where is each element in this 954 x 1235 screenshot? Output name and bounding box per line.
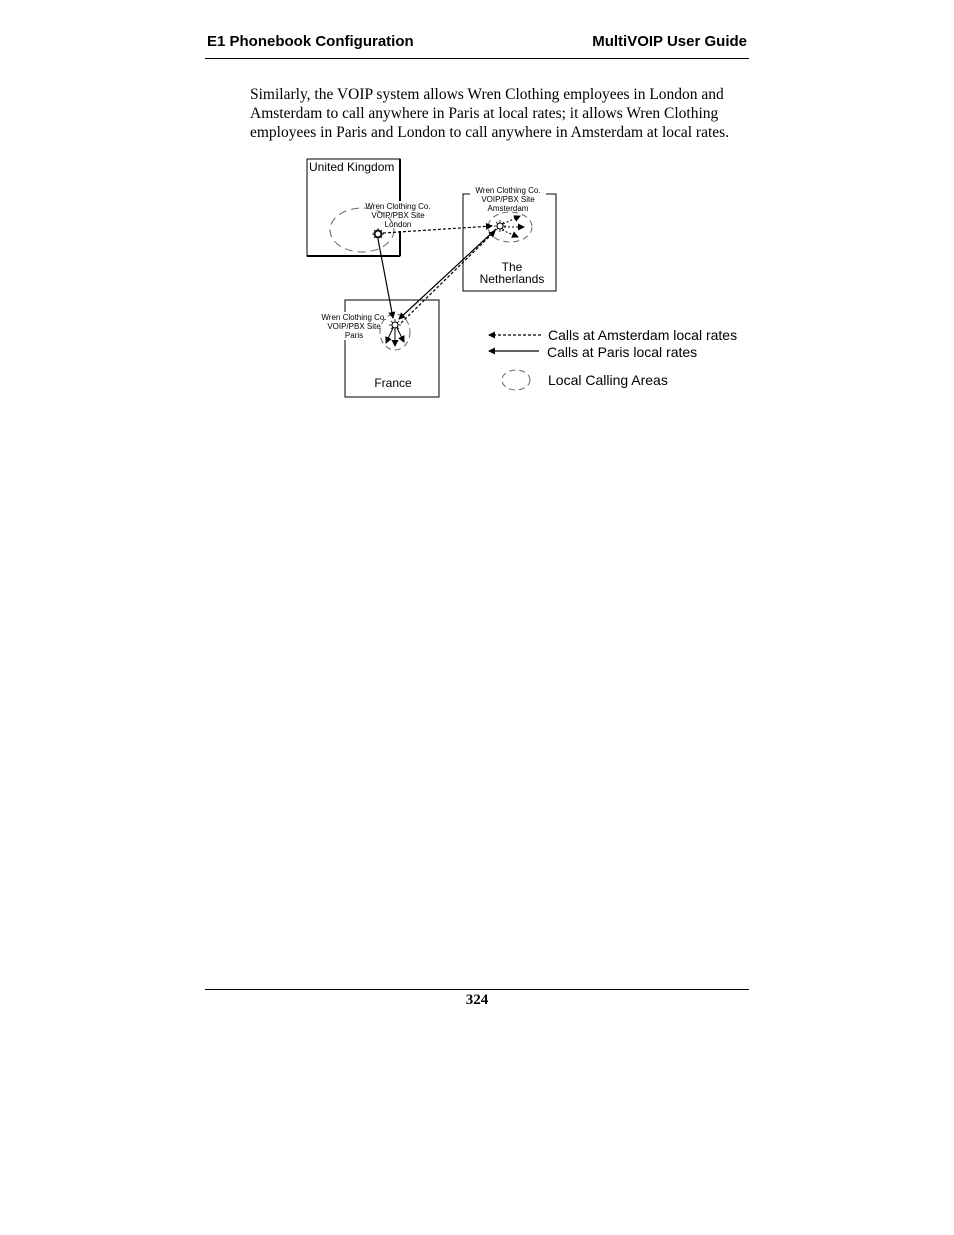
paris-site-label: [316, 312, 388, 340]
svg-text:Paris: Paris: [344, 331, 364, 340]
legend-paris-rates: [489, 344, 697, 360]
svg-text:Wren Clothing Co.: Wren Clothing Co.: [475, 186, 541, 195]
header-title: E1 Phonebook Configuration: [207, 33, 414, 50]
svg-text:Wren Clothing Co.: Wren Clothing Co.: [365, 202, 431, 211]
svg-text:London: London: [384, 220, 412, 229]
svg-text:Local Calling Areas: Local Calling Areas: [548, 372, 668, 388]
footer-rule: [205, 989, 749, 990]
body-paragraph: Similarly, the VOIP system allows Wren Clothing employees in London and Amsterdam to call anywhere in Paris at local rates; it allows Wren Clothing employees in Paris and London to call anywhere in Amsterdam at local rates.: [250, 86, 730, 141]
london-site-label: [360, 201, 436, 231]
netherlands-label-line2: Netherlands: [479, 272, 545, 286]
uk-label: United Kingdom: [309, 160, 395, 174]
paris-local-calls: [386, 328, 404, 346]
legend-local-areas: [502, 370, 668, 390]
svg-text:Wren Clothing Co.: Wren Clothing Co.: [321, 313, 387, 322]
call-london-paris: [378, 239, 393, 318]
svg-text:VOIP/PBX Site: VOIP/PBX Site: [327, 322, 381, 331]
amsterdam-local-calls: [502, 216, 524, 237]
svg-text:Calls at Paris local rates: Calls at Paris local rates: [547, 344, 698, 360]
legend-amsterdam-rates: [489, 327, 737, 343]
netherlands-label-line1: The: [501, 260, 523, 274]
svg-text:Amsterdam: Amsterdam: [487, 204, 529, 213]
amsterdam-site-node: [494, 220, 506, 232]
svg-text:Calls at Amsterdam local rates: Calls at Amsterdam local rates: [548, 327, 738, 343]
svg-text:VOIP/PBX Site: VOIP/PBX Site: [481, 195, 535, 204]
header-guide-name: MultiVOIP User Guide: [592, 33, 747, 50]
page-number: 324: [465, 992, 489, 1008]
legend: [489, 327, 737, 390]
svg-text:VOIP/PBX Site: VOIP/PBX Site: [371, 211, 425, 220]
france-label: France: [374, 376, 412, 390]
amsterdam-site-label: [470, 185, 546, 213]
